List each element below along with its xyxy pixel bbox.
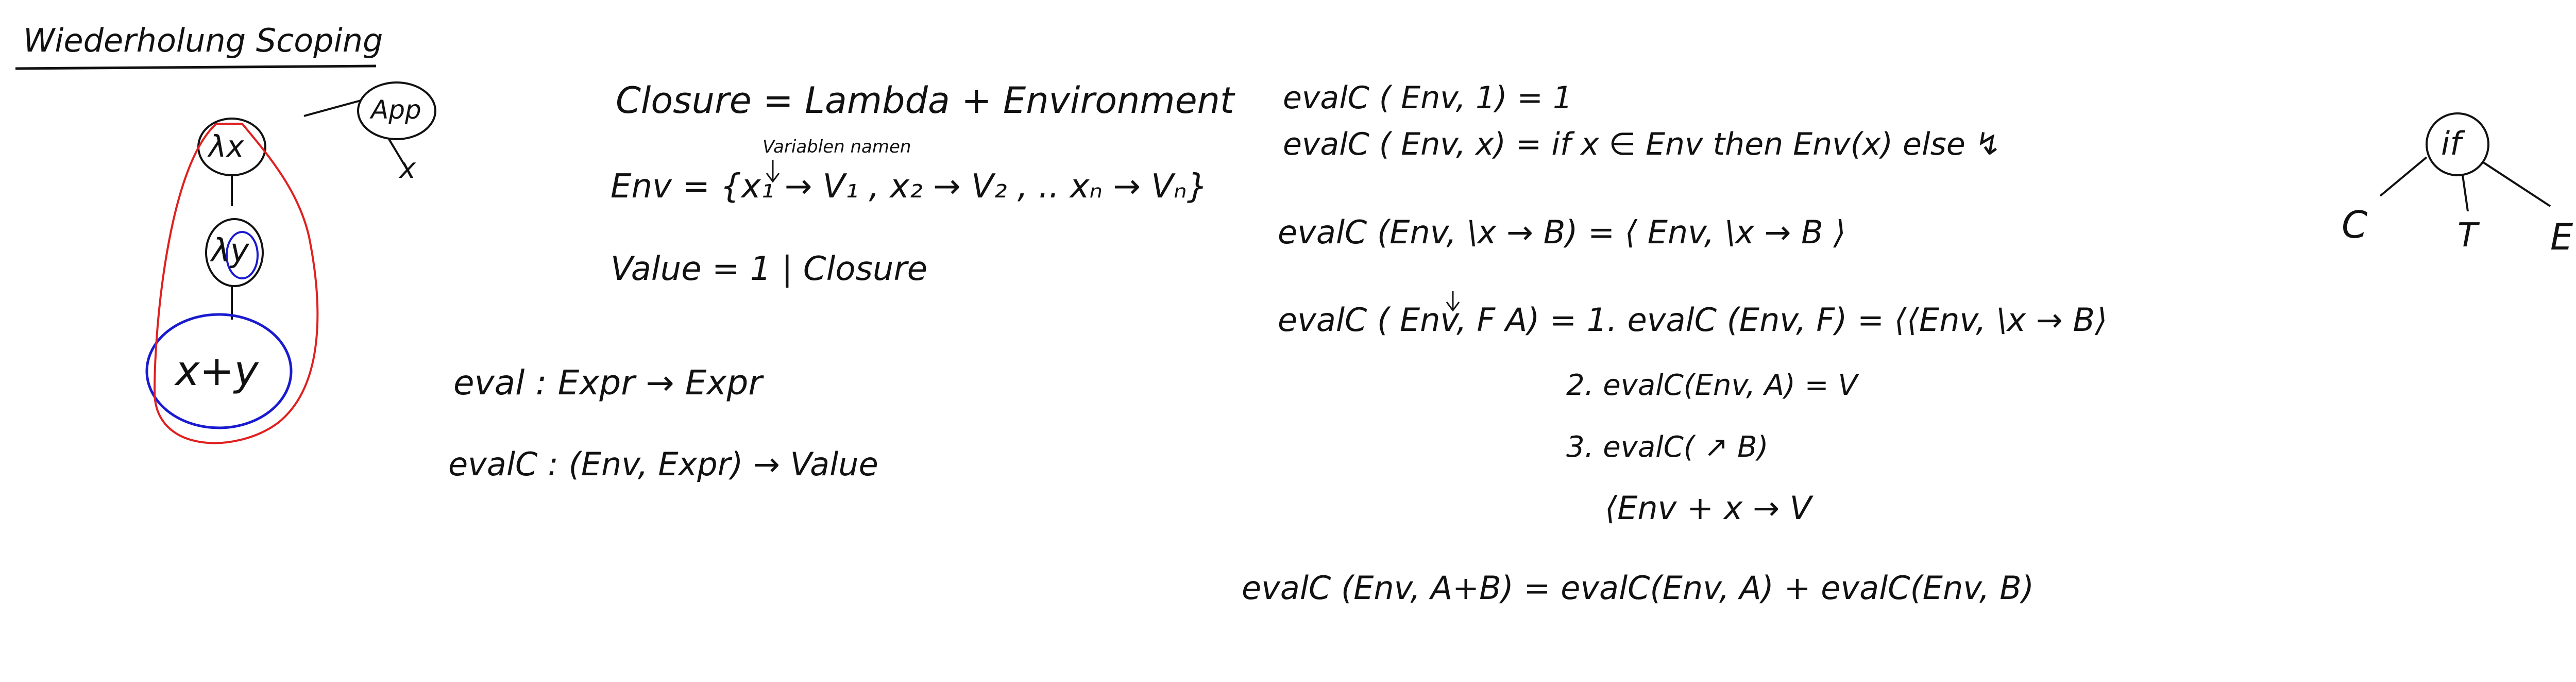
if-root-label: if	[2441, 125, 2462, 162]
rule-variable: evalC ( Env, x) = if x ∈ Env then Env(x) else ↯	[1283, 126, 2002, 162]
x-arg-label: x	[399, 152, 416, 185]
edge-if-t	[2463, 175, 2468, 211]
edge-if-c	[2380, 157, 2427, 196]
rule-constant: evalC ( Env, 1) = 1	[1283, 80, 1573, 116]
red-scope-outline	[155, 124, 317, 443]
if-cond-label: C	[2342, 203, 2368, 246]
eval-signature: eval : Expr → Expr	[453, 363, 762, 403]
lambda-x-label: λx	[209, 129, 244, 164]
env-definition: Env = {x₁ → V₁ , x₂ → V₂ , .. xₙ → Vₙ}	[611, 168, 1208, 206]
body-label: x+y	[175, 347, 259, 395]
rule-application-step-3: 3. evalC( ↗ B)	[1566, 430, 1769, 464]
rule-application-extended-env: ⟨Env + x → V	[1605, 489, 1812, 527]
edge-app-lambda	[304, 101, 361, 116]
rule-application-step-1: evalC ( Env, F A) = 1. evalC (Env, F) = ⟨⟨Env, \x → B⟩	[1278, 301, 2108, 339]
if-then-label: T	[2458, 217, 2478, 255]
edge-if-e	[2483, 162, 2550, 206]
value-definition: Value = 1 | Closure	[611, 250, 928, 288]
lambda-y-label: λy	[211, 231, 249, 269]
rule-addition: evalC (Env, A+B) = evalC(Env, A) + evalC(Env, B)	[1242, 569, 2035, 607]
rule-application-step-2: 2. evalC(Env, A) = V	[1566, 369, 1858, 402]
variable-note: Variablen namen	[762, 137, 911, 157]
app-label: App	[371, 95, 421, 125]
title: Wiederholung Scoping	[23, 22, 383, 59]
if-else-label: E	[2550, 216, 2573, 258]
closure-definition: Closure = Lambda + Environment	[616, 79, 1234, 122]
evalc-signature: evalC : (Env, Expr) → Value	[448, 445, 878, 483]
rule-lambda: evalC (Env, \x → B) = ⟨ Env, \x → B ⟩	[1278, 213, 1846, 251]
